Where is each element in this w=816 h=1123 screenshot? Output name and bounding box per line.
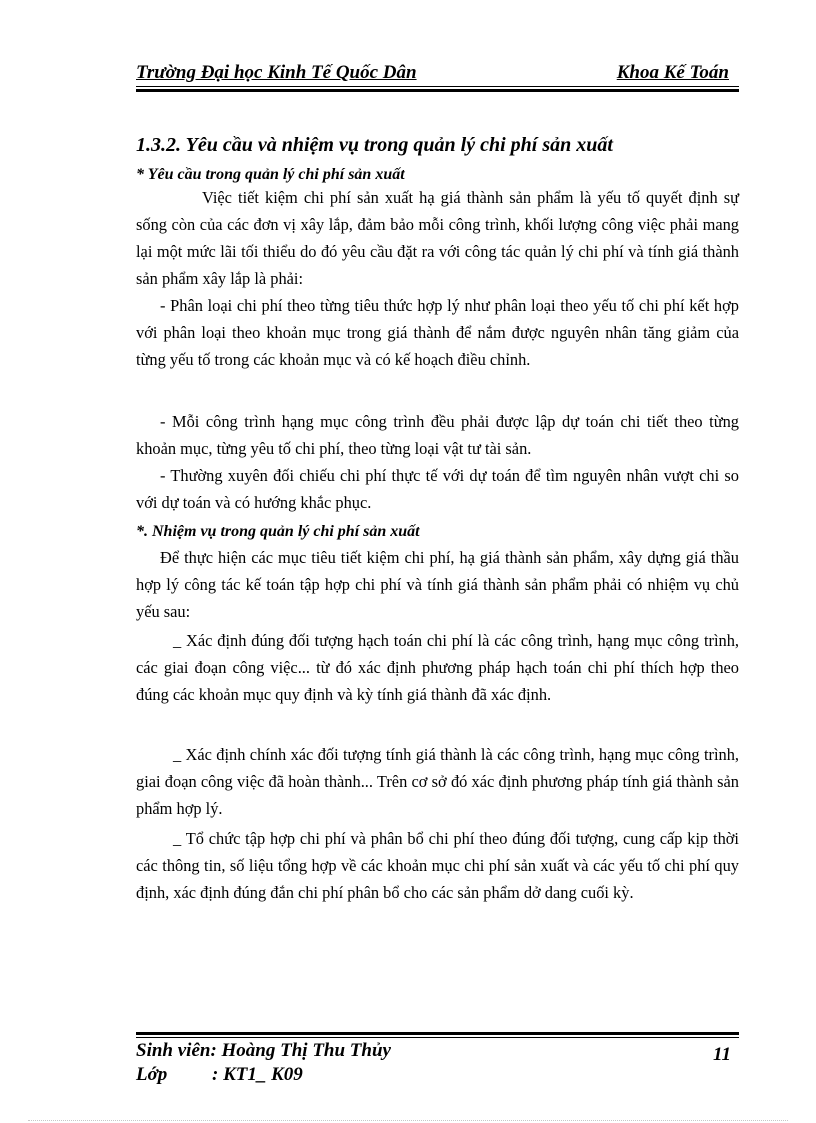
footer-class <box>136 1064 303 1086</box>
header-university: Trường Đại học Kinh Tế Quốc Dân <box>136 62 417 83</box>
header-faculty: Khoa Kế Toán <box>616 62 729 83</box>
tasks-paragraph-4: _ Tổ chức tập hợp chi phí và phân bổ chi phí theo đúng đối tượng, cung cấp kịp thời các thông tin, số liệu tổng hợp về các khoản mục chi phí sản xuất và các yếu tố chi phí quy định, xác định đúng đắn chi phí phân bổ cho các sản phẩm dở dang cuối kỳ. <box>136 829 739 902</box>
footer-rule-thick <box>136 1032 739 1035</box>
requirements-heading: * Yêu cầu trong quản lý chi phí sản xuất <box>136 166 405 183</box>
requirements-paragraph-2: - Phân loại chi phí theo từng tiêu thức hợp lý như phân loại theo yếu tố chi phí kết hợp với phân loại theo khoản mục trong giá thành để nắm được nguyên nhân tăng giảm của từng yếu tố trong các khoản mục và có kế hoạch điều chỉnh. <box>136 296 739 369</box>
header-rule-thick <box>136 89 739 92</box>
page-header <box>136 62 739 92</box>
page-edge-dotted-line <box>28 1120 788 1121</box>
page-footer <box>136 1028 739 1092</box>
header-rule-thin <box>136 86 739 87</box>
tasks-paragraph-1: Để thực hiện các mục tiêu tiết kiệm chi phí, hạ giá thành sản phẩm, xây dựng giá thầu hợp lý công tác kế toán tập hợp chi phí và tính giá thành sản phẩm phải có nhiệm vụ chủ yếu sau: <box>136 548 739 621</box>
tasks-paragraph-3: _ Xác định chính xác đối tượng tính giá thành là các công trình, hạng mục công trình, giai đoạn công việc đã hoàn thành... Trên cơ sở đó xác định phương pháp tính giá thành sản phẩm hợp lý. <box>136 745 739 818</box>
footer-student: Sinh viên: Hoàng Thị Thu Thủy <box>136 1040 391 1061</box>
requirements-paragraph-1: Việc tiết kiệm chi phí sản xuất hạ giá thành sản phẩm là yếu tố quyết định sự sống còn của các đơn vị xây lắp, đảm bảo mỗi công trình, khối lượng công việc phải mang lại một mức lãi tối thiểu do đó yêu cầu đặt ra với công tác quản lý chi phí và tính giá thành sản phẩm xây lắp là phải: <box>136 188 739 288</box>
tasks-heading: *. Nhiệm vụ trong quản lý chi phí sản xuất <box>136 523 420 540</box>
requirements-paragraph-3: - Mỗi công trình hạng mục công trình đều phải được lập dự toán chi tiết theo từng khoản mục, từng yêu tố chi phí, theo từng loại vật tư tài sản. <box>136 412 739 458</box>
footer-class-value: : KT1_ K09 <box>212 1064 303 1085</box>
page-number: 11 <box>713 1044 731 1065</box>
section-title: 1.3.2. Yêu cầu và nhiệm vụ trong quản lý chi phí sản xuất <box>136 134 613 156</box>
requirements-paragraph-4: - Thường xuyên đối chiếu chi phí thực tế với dự toán để tìm nguyên nhân vượt chi so với dự toán và có hướng khắc phục. <box>136 466 739 512</box>
footer-class-label: Lớp <box>136 1064 168 1085</box>
tasks-paragraph-2: _ Xác định đúng đối tượng hạch toán chi phí là các công trình, hạng mục công trình, các giai đoạn công việc... từ đó xác định phương pháp hạch toán chi phí thích hợp theo đúng các khoản mục quy định và kỳ tính giá thành đã xác định. <box>136 631 739 704</box>
footer-rule-thin <box>136 1037 739 1038</box>
